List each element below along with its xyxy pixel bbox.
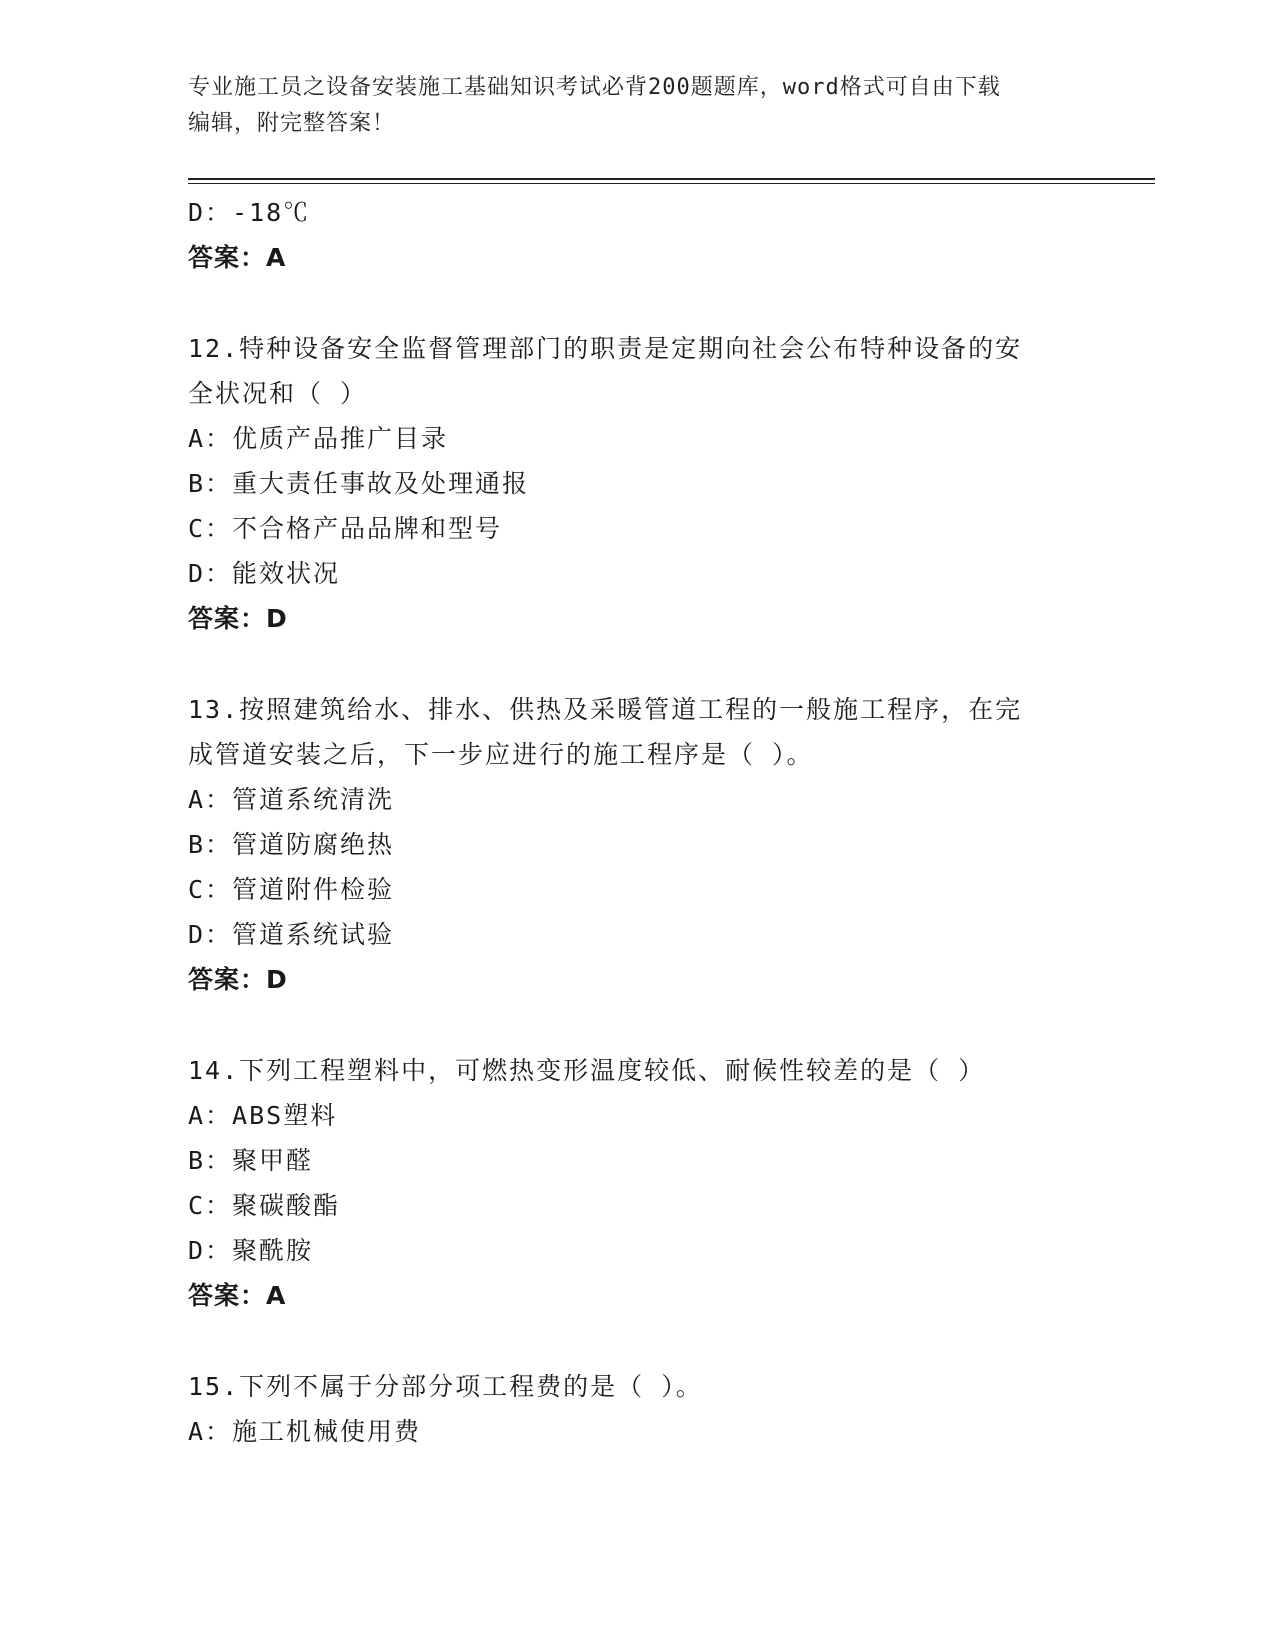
option-a: A：优质产品推广目录 <box>188 424 449 453</box>
question-stem: 13.按照建筑给水、排水、供热及采暖管道工程的一般施工程序，在完 <box>188 695 1023 724</box>
option-b: B：重大责任事故及处理通报 <box>188 469 530 498</box>
question-14 <box>188 1048 1088 1318</box>
option-a: A：ABS塑料 <box>188 1101 338 1130</box>
option-b: B：管道防腐绝热 <box>188 830 395 859</box>
question-15 <box>188 1364 1088 1454</box>
header-line-1: 专业施工员之设备安装施工基础知识考试必背200题题库，word格式可自由下载 <box>188 75 1001 100</box>
answer: 答案：D <box>188 965 288 994</box>
question-stem: 12.特种设备安全监督管理部门的职责是定期向社会公布特种设备的安 <box>188 334 1023 363</box>
question-12 <box>188 326 1088 641</box>
option-d: D：管道系统试验 <box>188 920 395 949</box>
question-stem-cont: 成管道安装之后，下一步应进行的施工程序是（ ）。 <box>188 740 814 769</box>
question-stem: 15.下列不属于分部分项工程费的是（ ）。 <box>188 1372 703 1401</box>
answer: 答案：D <box>188 604 288 633</box>
option-a: A：管道系统清洗 <box>188 785 395 814</box>
option-c: C：不合格产品品牌和型号 <box>188 514 503 543</box>
header-line-2: 编辑，附完整答案！ <box>188 111 396 136</box>
option-a: A：施工机械使用费 <box>188 1417 422 1446</box>
option-d: D：能效状况 <box>188 559 341 588</box>
option-c: C：管道附件检验 <box>188 875 395 904</box>
question-stem: 14.下列工程塑料中，可燃热变形温度较低、耐候性较差的是（ ） <box>188 1056 986 1085</box>
answer: 答案：A <box>188 1281 287 1310</box>
question-13 <box>188 687 1088 1002</box>
option-c: C：聚碳酸酯 <box>188 1191 341 1220</box>
option-d: D：聚酰胺 <box>188 1236 314 1265</box>
question-stem-cont: 全状况和（ ） <box>188 379 368 408</box>
answer: 答案：A <box>188 243 287 272</box>
question-list <box>188 190 1088 1454</box>
header-divider <box>188 178 1155 184</box>
document-header <box>188 70 1088 142</box>
option-d: D：-18℃ <box>188 198 311 227</box>
option-b: B：聚甲醛 <box>188 1146 314 1175</box>
